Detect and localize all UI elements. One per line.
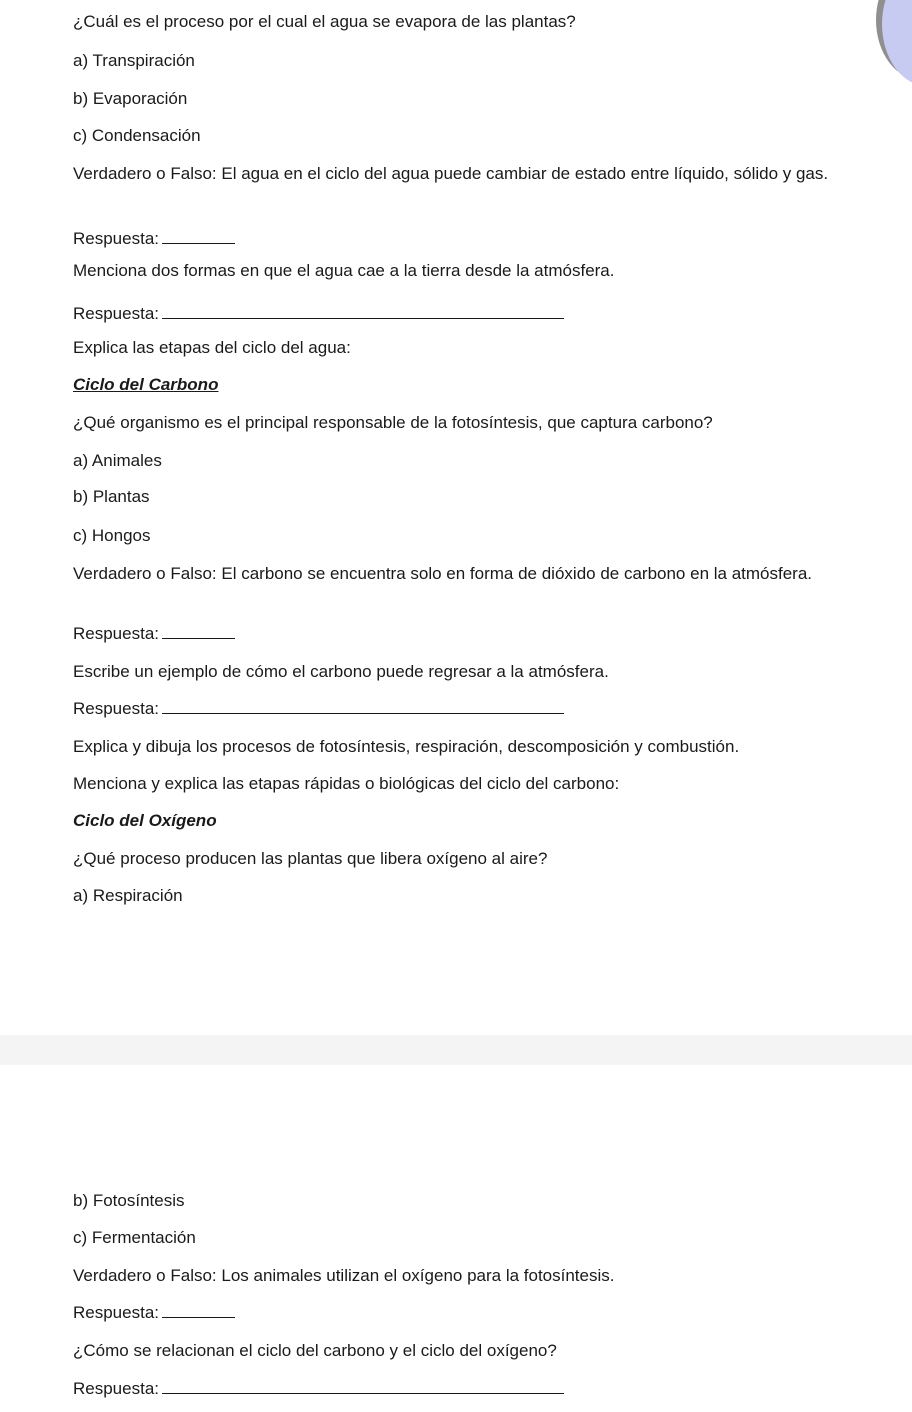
oxygen-section-heading: Ciclo del Oxígeno: [73, 811, 217, 830]
oxygen-question-2: Verdadero o Falso: Los animales utilizan el oxígeno para la fotosíntesis.: [73, 1266, 615, 1285]
water-question-2: Verdadero o Falso: El agua en el ciclo del agua puede cambiar de estado entre líquido, sólido y gas.: [73, 164, 829, 183]
answer-blank[interactable]: [162, 1302, 235, 1318]
answer-label: Respuesta:: [73, 229, 159, 248]
water-q2-answer: [73, 228, 235, 249]
water-question-3: Menciona dos formas en que el agua cae a la tierra desde la atmósfera.: [73, 261, 615, 280]
carbon-question-3: Escribe un ejemplo de cómo el carbono puede regresar a la atmósfera.: [73, 662, 609, 681]
answer-label: Respuesta:: [73, 1379, 159, 1398]
oxygen-q1-option-a: a) Respiración: [73, 886, 183, 905]
oxygen-question-3: ¿Cómo se relacionan el ciclo del carbono y el ciclo del oxígeno?: [73, 1341, 557, 1360]
water-question-4: Explica las etapas del ciclo del agua:: [73, 338, 351, 357]
oxygen-q3-answer: [73, 1378, 564, 1399]
answer-blank[interactable]: [162, 698, 564, 714]
carbon-section-heading: Ciclo del Carbono: [73, 375, 219, 394]
answer-label: Respuesta:: [73, 304, 159, 323]
carbon-q3-answer: [73, 698, 564, 719]
answer-blank[interactable]: [162, 623, 235, 639]
water-q1-option-a: a) Transpiración: [73, 51, 195, 70]
water-q1-option-b: b) Evaporación: [73, 89, 188, 108]
oxygen-q2-answer: [73, 1302, 235, 1323]
page-break: [0, 1035, 912, 1065]
carbon-question-5: Menciona y explica las etapas rápidas o biológicas del ciclo del carbono:: [73, 774, 620, 793]
carbon-question-4: Explica y dibuja los procesos de fotosíntesis, respiración, descomposición y combustión.: [73, 737, 740, 756]
carbon-question-2: Verdadero o Falso: El carbono se encuentra solo en forma de dióxido de carbono en la atmósfera.: [73, 564, 813, 583]
answer-label: Respuesta:: [73, 624, 159, 643]
oxygen-question-1: ¿Qué proceso producen las plantas que libera oxígeno al aire?: [73, 849, 548, 868]
water-q3-answer: [73, 303, 564, 324]
answer-label: Respuesta:: [73, 699, 159, 718]
answer-label: Respuesta:: [73, 1303, 159, 1322]
answer-blank[interactable]: [162, 1378, 564, 1394]
corner-tab-face: [882, 0, 912, 86]
water-q1-option-c: c) Condensación: [73, 126, 201, 145]
page-corner-tab: [876, 0, 912, 88]
carbon-q1-option-b: b) Plantas: [73, 487, 150, 506]
answer-blank[interactable]: [162, 228, 235, 244]
oxygen-q1-option-c: c) Fermentación: [73, 1228, 196, 1247]
answer-blank[interactable]: [162, 303, 564, 319]
carbon-question-1: ¿Qué organismo es el principal responsable de la fotosíntesis, que captura carbono?: [73, 413, 713, 432]
oxygen-q1-option-b: b) Fotosíntesis: [73, 1191, 185, 1210]
carbon-q1-option-a: a) Animales: [73, 451, 162, 470]
carbon-q1-option-c: c) Hongos: [73, 526, 151, 545]
carbon-q2-answer: [73, 623, 235, 644]
water-question-1: ¿Cuál es el proceso por el cual el agua se evapora de las plantas?: [73, 12, 576, 31]
